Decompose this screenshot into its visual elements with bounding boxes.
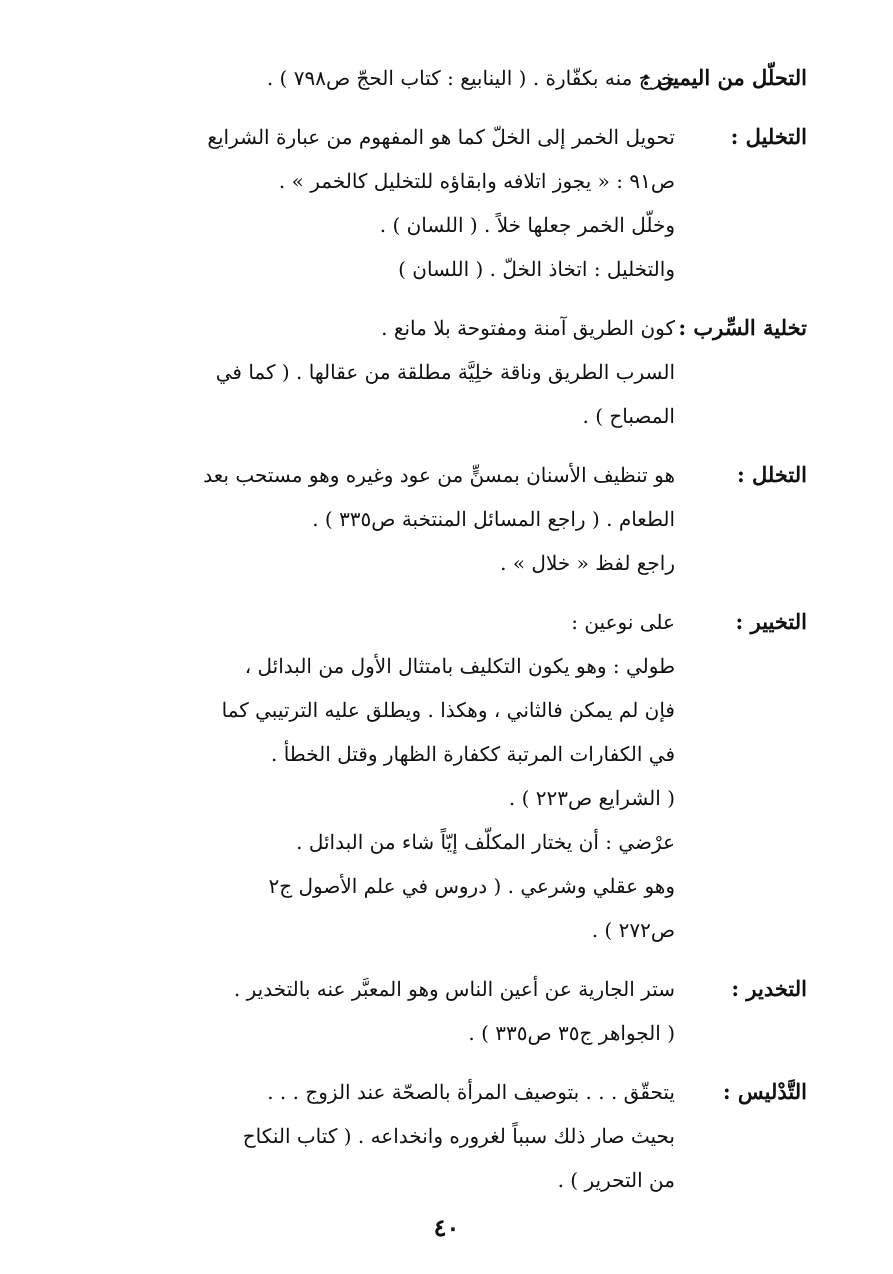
definition-line: عرْضي : أن يختار المكلّف إيّاً شاء من البدائل . bbox=[296, 830, 675, 854]
definition-line: في الكفارات المرتبة ككفارة الظهار وقتل الخطأ . bbox=[270, 742, 675, 766]
definition-line: ص٢٧٢ ) . bbox=[591, 918, 675, 942]
definition-line: وخلّل الخمر جعلها خلاً . ( اللسان ) . bbox=[379, 213, 675, 237]
definition-line: هو تنظيف الأسنان بمسنٍّ من عود وغيره وهو مستحب بعد bbox=[203, 463, 675, 487]
page-number: ٤٠ bbox=[433, 1213, 460, 1242]
definition-line: الطعام . ( راجع المسائل المنتخبة ص٣٣٥ ) . bbox=[312, 507, 675, 531]
definition-line: يتحقّق . . . بتوصيف المرأة بالصحّة عند الزوج . . . bbox=[267, 1080, 675, 1104]
entry-definition bbox=[79, 56, 675, 100]
entry-tahallul-min-al-yamin bbox=[79, 56, 807, 100]
definition-line: السرب الطريق وناقة خلِيَّة مطلقة من عقالها . ( كما في bbox=[215, 360, 675, 384]
definition-line: راجع لفظ « خلال » . bbox=[500, 551, 675, 575]
dictionary-page bbox=[79, 56, 807, 1217]
definition-line: بحيث صار ذلك سبباً لغروره وانخداعه . ( كتاب النكاح bbox=[242, 1124, 675, 1148]
entry-term: التخدير : bbox=[731, 976, 807, 1001]
entry-takhyir bbox=[79, 600, 807, 952]
definition-line: من التحرير ) . bbox=[557, 1168, 675, 1192]
definition-line: ستر الجارية عن أعين الناس وهو المعبَّر عنه بالتخدير . bbox=[233, 977, 675, 1001]
entry-term: التخيير : bbox=[735, 609, 807, 634]
definition-line: طولي : وهو يكون التكليف بامتثال الأول من البدائل ، bbox=[244, 654, 675, 678]
definition-line: ( الجواهر ج٣٥ ص٣٣٥ ) . bbox=[468, 1021, 675, 1045]
definition-line: فإن لم يمكن فالثاني ، وهكذا . ويطلق عليه الترتيبي كما bbox=[221, 698, 675, 722]
definition-line: وهو عقلي وشرعي . ( دروس في علم الأصول ج٢ bbox=[268, 874, 675, 898]
entry-definition bbox=[79, 306, 675, 438]
definition-line: والتخليل : اتخاذ الخلّ . ( اللسان ) bbox=[398, 257, 675, 281]
entry-takhdir bbox=[79, 967, 807, 1055]
entry-term: التَّدْليس : bbox=[722, 1079, 807, 1104]
definition-line: تحويل الخمر إلى الخلّ كما هو المفهوم من عبارة الشرايع bbox=[207, 125, 675, 149]
entry-term: التخلل : bbox=[736, 462, 807, 487]
entry-definition bbox=[79, 453, 675, 585]
entry-definition bbox=[79, 115, 675, 291]
definition-line: خرج منه بكفّارة . ( الينابيع : كتاب الحجّ ص٧٩٨ ) . bbox=[266, 66, 675, 90]
definition-line: ( الشرايع ص٢٢٣ ) . bbox=[508, 786, 675, 810]
definition-line: على نوعين : bbox=[571, 610, 675, 634]
entry-takhliyat-al-sirb bbox=[79, 306, 807, 438]
definition-line: ص٩١ : « يجوز اتلافه وابقاؤه للتخليل كالخمر » . bbox=[278, 169, 675, 193]
entry-tadlis bbox=[79, 1070, 807, 1202]
entry-definition bbox=[79, 1070, 675, 1202]
entry-term: تخلية السِّرب : bbox=[678, 315, 807, 340]
entry-takhallul bbox=[79, 453, 807, 585]
definition-line: المصباح ) . bbox=[582, 404, 675, 428]
entry-term: التحلّل من اليمين : bbox=[642, 65, 807, 90]
entry-takhlil bbox=[79, 115, 807, 291]
entry-definition bbox=[79, 600, 675, 952]
definition-line: كون الطريق آمنة ومفتوحة بلا مانع . bbox=[381, 316, 675, 340]
entry-definition bbox=[79, 967, 675, 1055]
entry-term: التخليل : bbox=[730, 124, 807, 149]
